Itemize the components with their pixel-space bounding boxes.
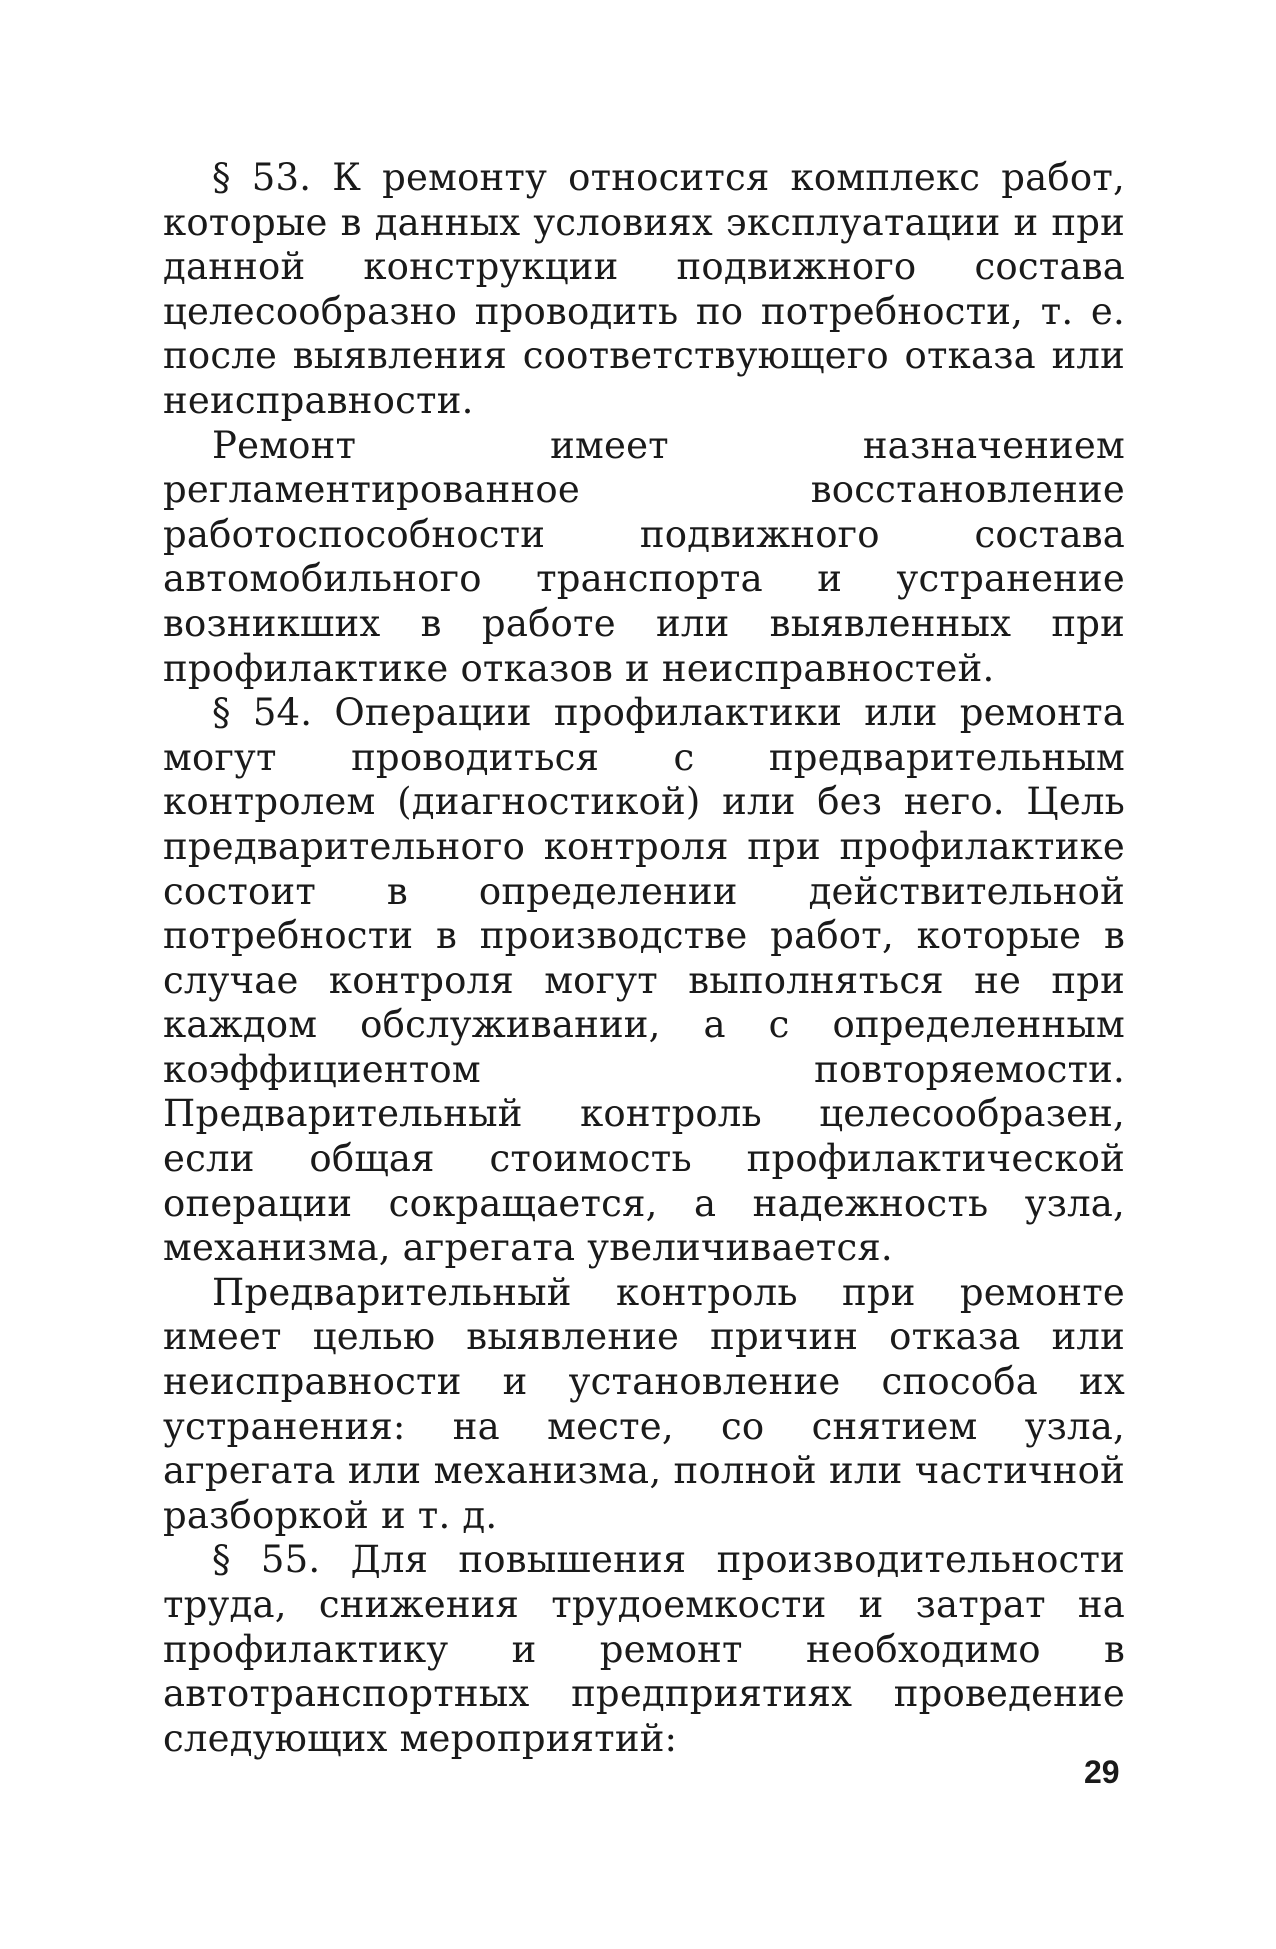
paragraph-section-54: § 54. Операции профилактики или ремонта могут проводиться с предварительным контролем (диагностикой) или без него. Цель предварительного контроля при профилактике состоит в определении действительной потребности в производстве работ, которые в случае контроля могут выполняться не при каждом обслуживании, а с определенным коэффициентом повторяемости. Предварительный контроль целесообразен, если общая стоимость профилактической операции сокращается, а надежность узла, механизма, агрегата увеличивается. xyxy=(163,691,1125,1270)
body-text xyxy=(163,156,1125,1761)
page-number: 29 xyxy=(1084,1754,1120,1790)
paragraph-preliminary-control: Предварительный контроль при ремонте имеет целью выявление причин отказа или неисправности и установление способа их устранения: на месте, со снятием узла, агрегата или механизма, полной или частичной разборкой и т. д. xyxy=(163,1270,1125,1537)
paragraph-repair-purpose: Ремонт имеет назначением регламентированное восстановление работоспособности подвижного состава автомобильного транспорта и устранение возникших в работе или выявленных при профилактике отказов и неисправностей. xyxy=(163,423,1125,690)
paragraph-section-53: § 53. К ремонту относится комплекс работ, которые в данных условиях эксплуатации и при данной конструкции подвижного состава целесообразно проводить по потребности, т. е. после выявления соответствующего отказа или неисправности. xyxy=(163,156,1125,422)
paragraph-section-55: § 55. Для повышения производительности труда, снижения трудоемкости и затрат на профилактику и ремонт необходимо в автотранспортных предприятиях проведение следующих мероприятий: xyxy=(163,1538,1125,1760)
